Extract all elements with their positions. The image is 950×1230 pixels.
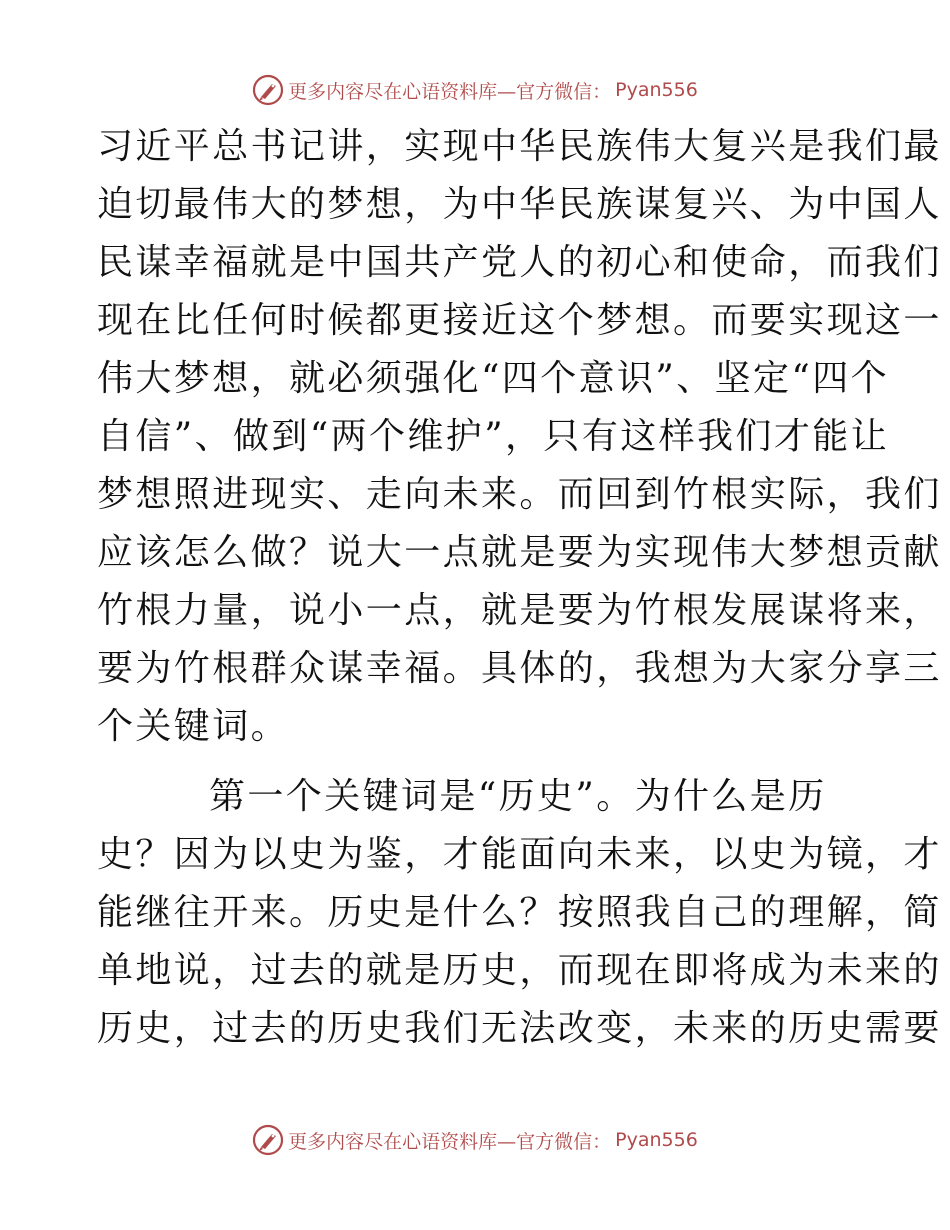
text-line: 现在比任何时候都更接近这个梦想。而要实现这一 — [97, 300, 942, 341]
text-line: 要为竹根群众谋幸福。具体的，我想为大家分享三 — [97, 648, 942, 689]
text-line: 梦想照进现实、走向未来。而回到竹根实际，我们 — [97, 474, 942, 515]
wechat-id: Pyan556 — [615, 1129, 698, 1151]
text-line: 自信”、做到“两个维护”，只有这样我们才能让 — [97, 416, 890, 457]
pen-nib-logo-icon — [252, 74, 284, 106]
watermark-text: 更多内容尽在心语资料库—官方微信： — [288, 1130, 612, 1153]
text-line: 迫切最伟大的梦想，为中华民族谋复兴、为中国人 — [97, 184, 942, 225]
footer-watermark — [0, 1124, 950, 1156]
pen-nib-logo-icon — [252, 1124, 284, 1156]
paragraph — [97, 118, 942, 756]
text-line: 个关键词。 — [97, 706, 290, 747]
text-line: 能继往开来。历史是什么？按照我自己的理解，简 — [97, 892, 942, 933]
text-line: 应该怎么做？说大一点就是要为实现伟大梦想贡献 — [97, 532, 942, 573]
text-line: 竹根力量，说小一点，就是要为竹根发展谋将来， — [97, 590, 942, 631]
header-watermark — [0, 74, 950, 106]
text-line: 历史，过去的历史我们无法改变，未来的历史需要 — [97, 1008, 942, 1049]
text-line: 单地说，过去的就是历史，而现在即将成为未来的 — [97, 950, 942, 991]
text-line: 第一个关键词是“历史”。为什么是历 — [209, 776, 827, 817]
paragraph — [97, 768, 942, 1058]
watermark-text: 更多内容尽在心语资料库—官方微信： — [288, 80, 612, 103]
wechat-id: Pyan556 — [615, 79, 698, 101]
document-body — [97, 118, 942, 1058]
text-line: 伟大梦想，就必须强化“四个意识”、坚定“四个 — [97, 358, 890, 399]
text-line: 习近平总书记讲，实现中华民族伟大复兴是我们最 — [97, 126, 942, 167]
text-line: 史？因为以史为鉴，才能面向未来，以史为镜，才 — [97, 834, 942, 875]
text-line: 民谋幸福就是中国共产党人的初心和使命，而我们 — [97, 242, 942, 283]
